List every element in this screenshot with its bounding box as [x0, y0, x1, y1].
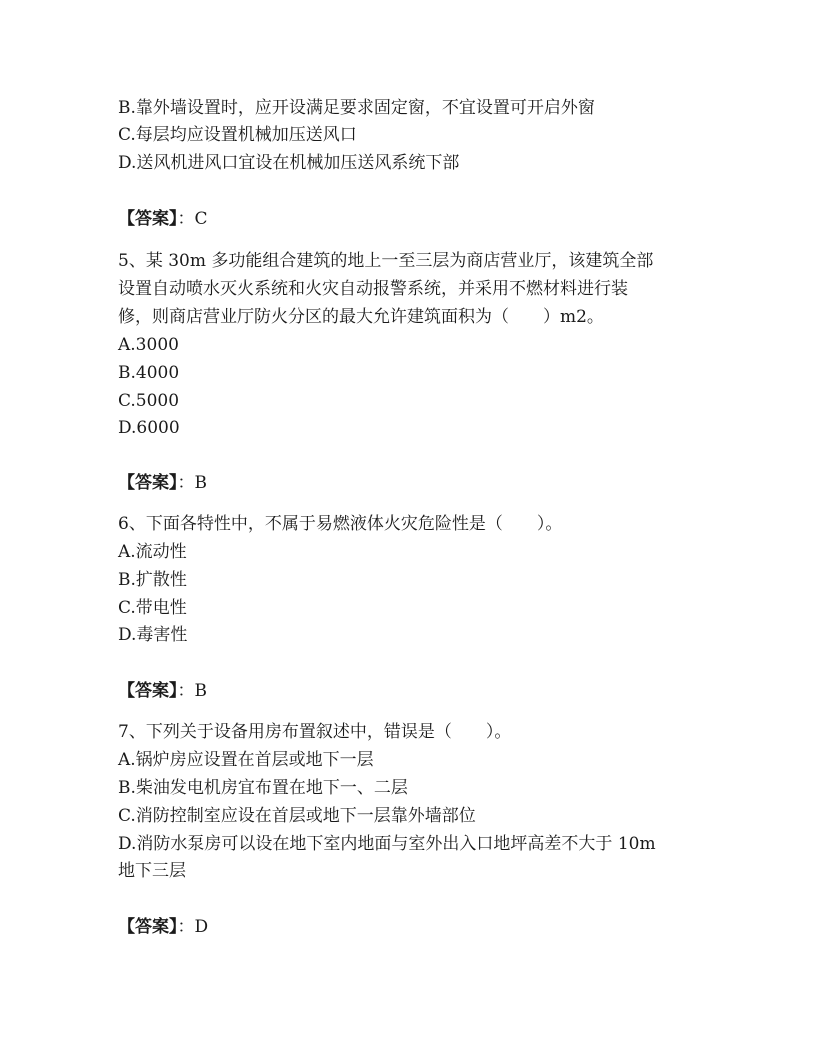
q4-option-c: C.每层均应设置机械加压送风口	[118, 125, 357, 145]
q7-answer	[118, 914, 208, 940]
q7-stem: 7、下列关于设备用房布置叙述中，错误是（ ）。	[118, 722, 512, 742]
q5-stem-line-1: 5、某 30m 多功能组合建筑的地上一至三层为商店营业厅，该建筑全部	[118, 251, 654, 271]
q7-option-d-line-2: 地下三层	[118, 861, 186, 881]
q6-option-c: C.带电性	[118, 598, 187, 618]
answer-value: ：B	[177, 681, 207, 701]
answer-label: 【答案】	[118, 473, 178, 493]
q5-answer	[118, 470, 207, 496]
q6-answer	[118, 678, 207, 704]
q5-option-a: A.3000	[118, 335, 179, 355]
q5-option-d: D.6000	[118, 418, 180, 438]
answer-value: ：C	[177, 209, 208, 229]
q6-stem: 6、下面各特性中，不属于易燃液体火灾危险性是（ ）。	[118, 514, 563, 534]
q5-stem-line-2: 设置自动喷水灭火系统和火灾自动报警系统，并采用不燃材料进行装	[118, 279, 628, 299]
q4-option-d: D.送风机进风口宜设在机械加压送风系统下部	[118, 153, 460, 173]
q6-option-d: D.毒害性	[118, 625, 188, 645]
answer-label: 【答案】	[118, 209, 178, 229]
q7-option-a: A.锅炉房应设置在首层或地下一层	[118, 750, 374, 770]
q7-option-b: B.柴油发电机房宜布置在地下一、二层	[118, 778, 408, 798]
q4-option-b: B.靠外墙设置时，应开设满足要求固定窗，不宜设置可开启外窗	[118, 98, 595, 118]
q6-option-a: A.流动性	[118, 542, 187, 562]
q6-option-b: B.扩散性	[118, 570, 187, 590]
q7-option-c: C.消防控制室应设在首层或地下一层靠外墙部位	[118, 806, 476, 826]
answer-label: 【答案】	[118, 681, 178, 701]
q5-stem-line-3: 修，则商店营业厅防火分区的最大允许建筑面积为（ ）m2。	[118, 307, 604, 327]
answer-value: ：B	[177, 473, 207, 493]
answer-label: 【答案】	[118, 917, 178, 937]
q4-answer	[118, 206, 208, 232]
answer-value: ：D	[177, 917, 209, 937]
q5-option-c: C.5000	[118, 391, 180, 411]
q5-option-b: B.4000	[118, 363, 180, 383]
q7-option-d-line-1: D.消防水泵房可以设在地下室内地面与室外出入口地坪高差不大于 10m	[118, 834, 656, 854]
